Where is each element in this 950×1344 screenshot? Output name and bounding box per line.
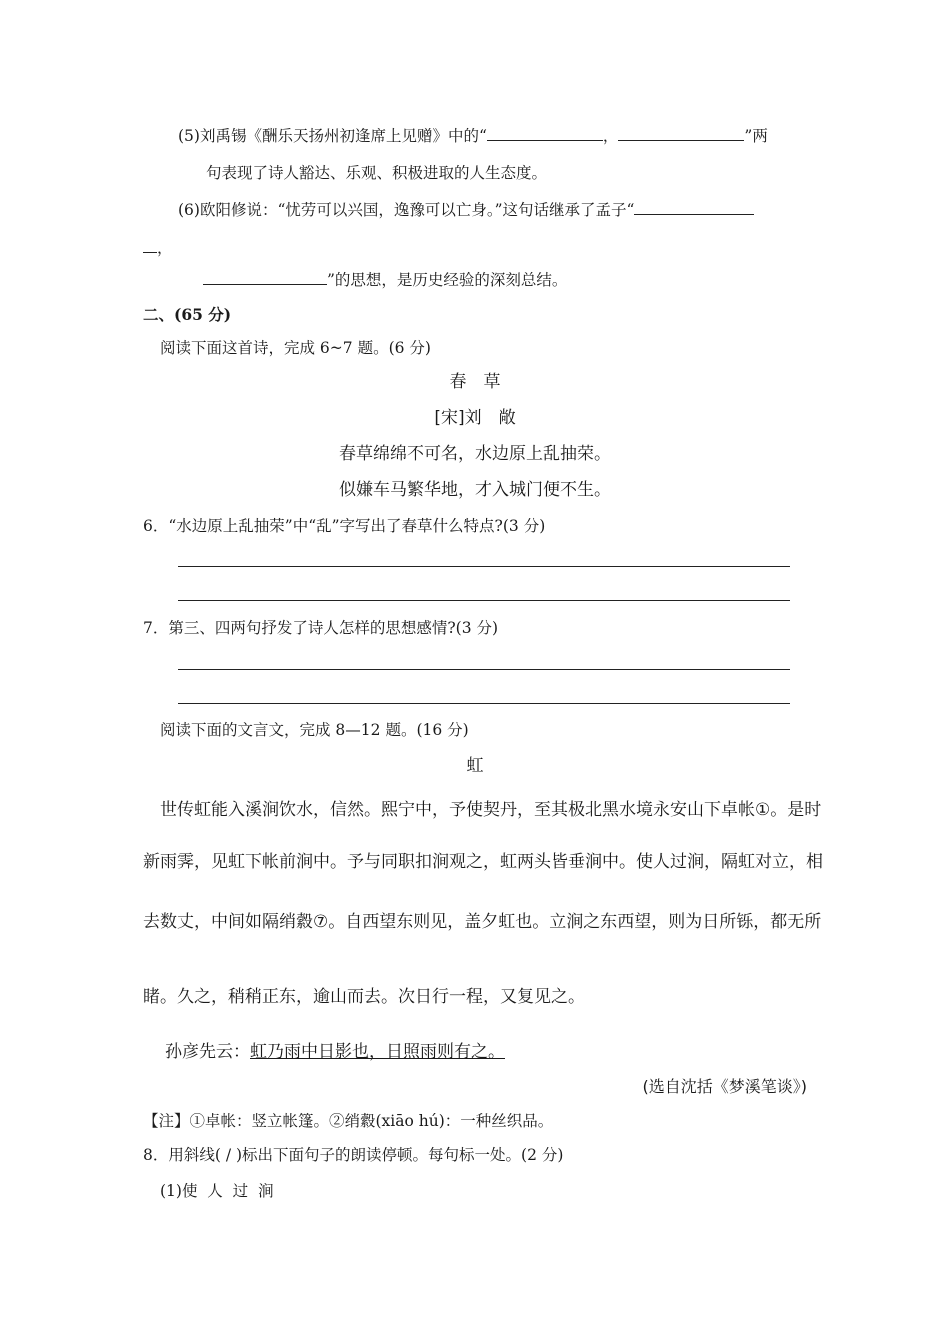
answer-blank[interactable]: [143, 236, 157, 253]
classical-line-1: 世传虹能入溪涧饮水，信然。熙宁中，予使契丹，至其极北黑水境永安山下卓帐①。是时: [160, 800, 822, 820]
underlined-sentence: 虹乃雨中日影也，日照雨则有之。: [250, 1042, 505, 1062]
classical-line-2: 新雨霁，见虹下帐前涧中。予与同职扣涧观之，虹两头皆垂涧中。使人过涧，隔虹对立，相: [143, 852, 823, 872]
answer-line[interactable]: [178, 566, 790, 567]
q5-line: [178, 124, 768, 147]
q6-fill-cont: [143, 236, 173, 259]
q6-fill-prefix: (6)欧阳修说：“忧劳可以兴国，逸豫可以亡身。”这句话继承了孟子“: [178, 201, 635, 219]
answer-blank[interactable]: [203, 268, 327, 285]
q5-suffix: ”两: [744, 127, 768, 145]
section-heading: 二、(65 分): [143, 305, 232, 324]
question-6: 6．“水边原上乱抽荣”中“乱”字写出了春草什么特点?(3 分): [143, 517, 546, 535]
answer-line[interactable]: [178, 669, 790, 670]
q5-comma: ，: [602, 127, 619, 145]
classical-line-3: 去数丈，中间如隔绡縠⑦。自西望东则见，盖夕虹也。立涧之东西望，则为日所铄，都无所: [143, 912, 822, 932]
q5-prefix: (5)刘禹锡《酬乐天扬州初逢席上见赠》中的“: [178, 127, 487, 145]
classical-line-4: 睹。久之，稍稍正东，逾山而去。次日行一程，又复见之。: [143, 987, 585, 1007]
answer-line[interactable]: [178, 703, 790, 704]
q6-fill-line3: [203, 268, 567, 291]
answer-blank[interactable]: [634, 198, 754, 215]
q5-line2: 句表现了诗人豁达、乐观、积极进取的人生态度。: [206, 164, 548, 182]
answer-blank[interactable]: [487, 124, 603, 141]
q8-item-1: (1)使 人 过 涧: [160, 1182, 274, 1200]
poem-line-2: 似嫌车马繁华地，才入城门便不生。: [339, 480, 611, 500]
question-7: 7．第三、四两句抒发了诗人怎样的思想感情?(3 分): [143, 619, 499, 637]
classical-title: 虹: [466, 756, 484, 776]
answer-blank[interactable]: [618, 124, 744, 141]
answer-line[interactable]: [178, 600, 790, 601]
poem-line-1: 春草绵绵不可名，水边原上乱抽荣。: [339, 444, 611, 464]
q6-fill-suffix: ”的思想，是历史经验的深刻总结。: [327, 271, 568, 289]
question-8: 8．用斜线( / )标出下面句子的朗读停顿。每句标一处。(2 分): [143, 1146, 564, 1164]
classical-intro: 阅读下面的文言文，完成 8—12 题。(16 分): [160, 721, 469, 739]
sun-yanxian-quote: [165, 1041, 505, 1063]
poem-title: 春 草: [449, 372, 501, 392]
poem-author: [宋]刘 敞: [434, 408, 516, 428]
sun-prefix: 孙彦先云：: [165, 1042, 250, 1062]
annotation-note: 【注】①卓帐：竖立帐篷。②绡縠(xiāo hú)：一种丝织品。: [143, 1112, 554, 1130]
section-intro: 阅读下面这首诗，完成 6~7 题。(6 分): [160, 339, 431, 357]
q6-fill-comma: ，: [157, 239, 173, 257]
source-citation: (选自沈括《梦溪笔谈》): [642, 1077, 807, 1096]
q6-fill-line: [178, 198, 754, 221]
